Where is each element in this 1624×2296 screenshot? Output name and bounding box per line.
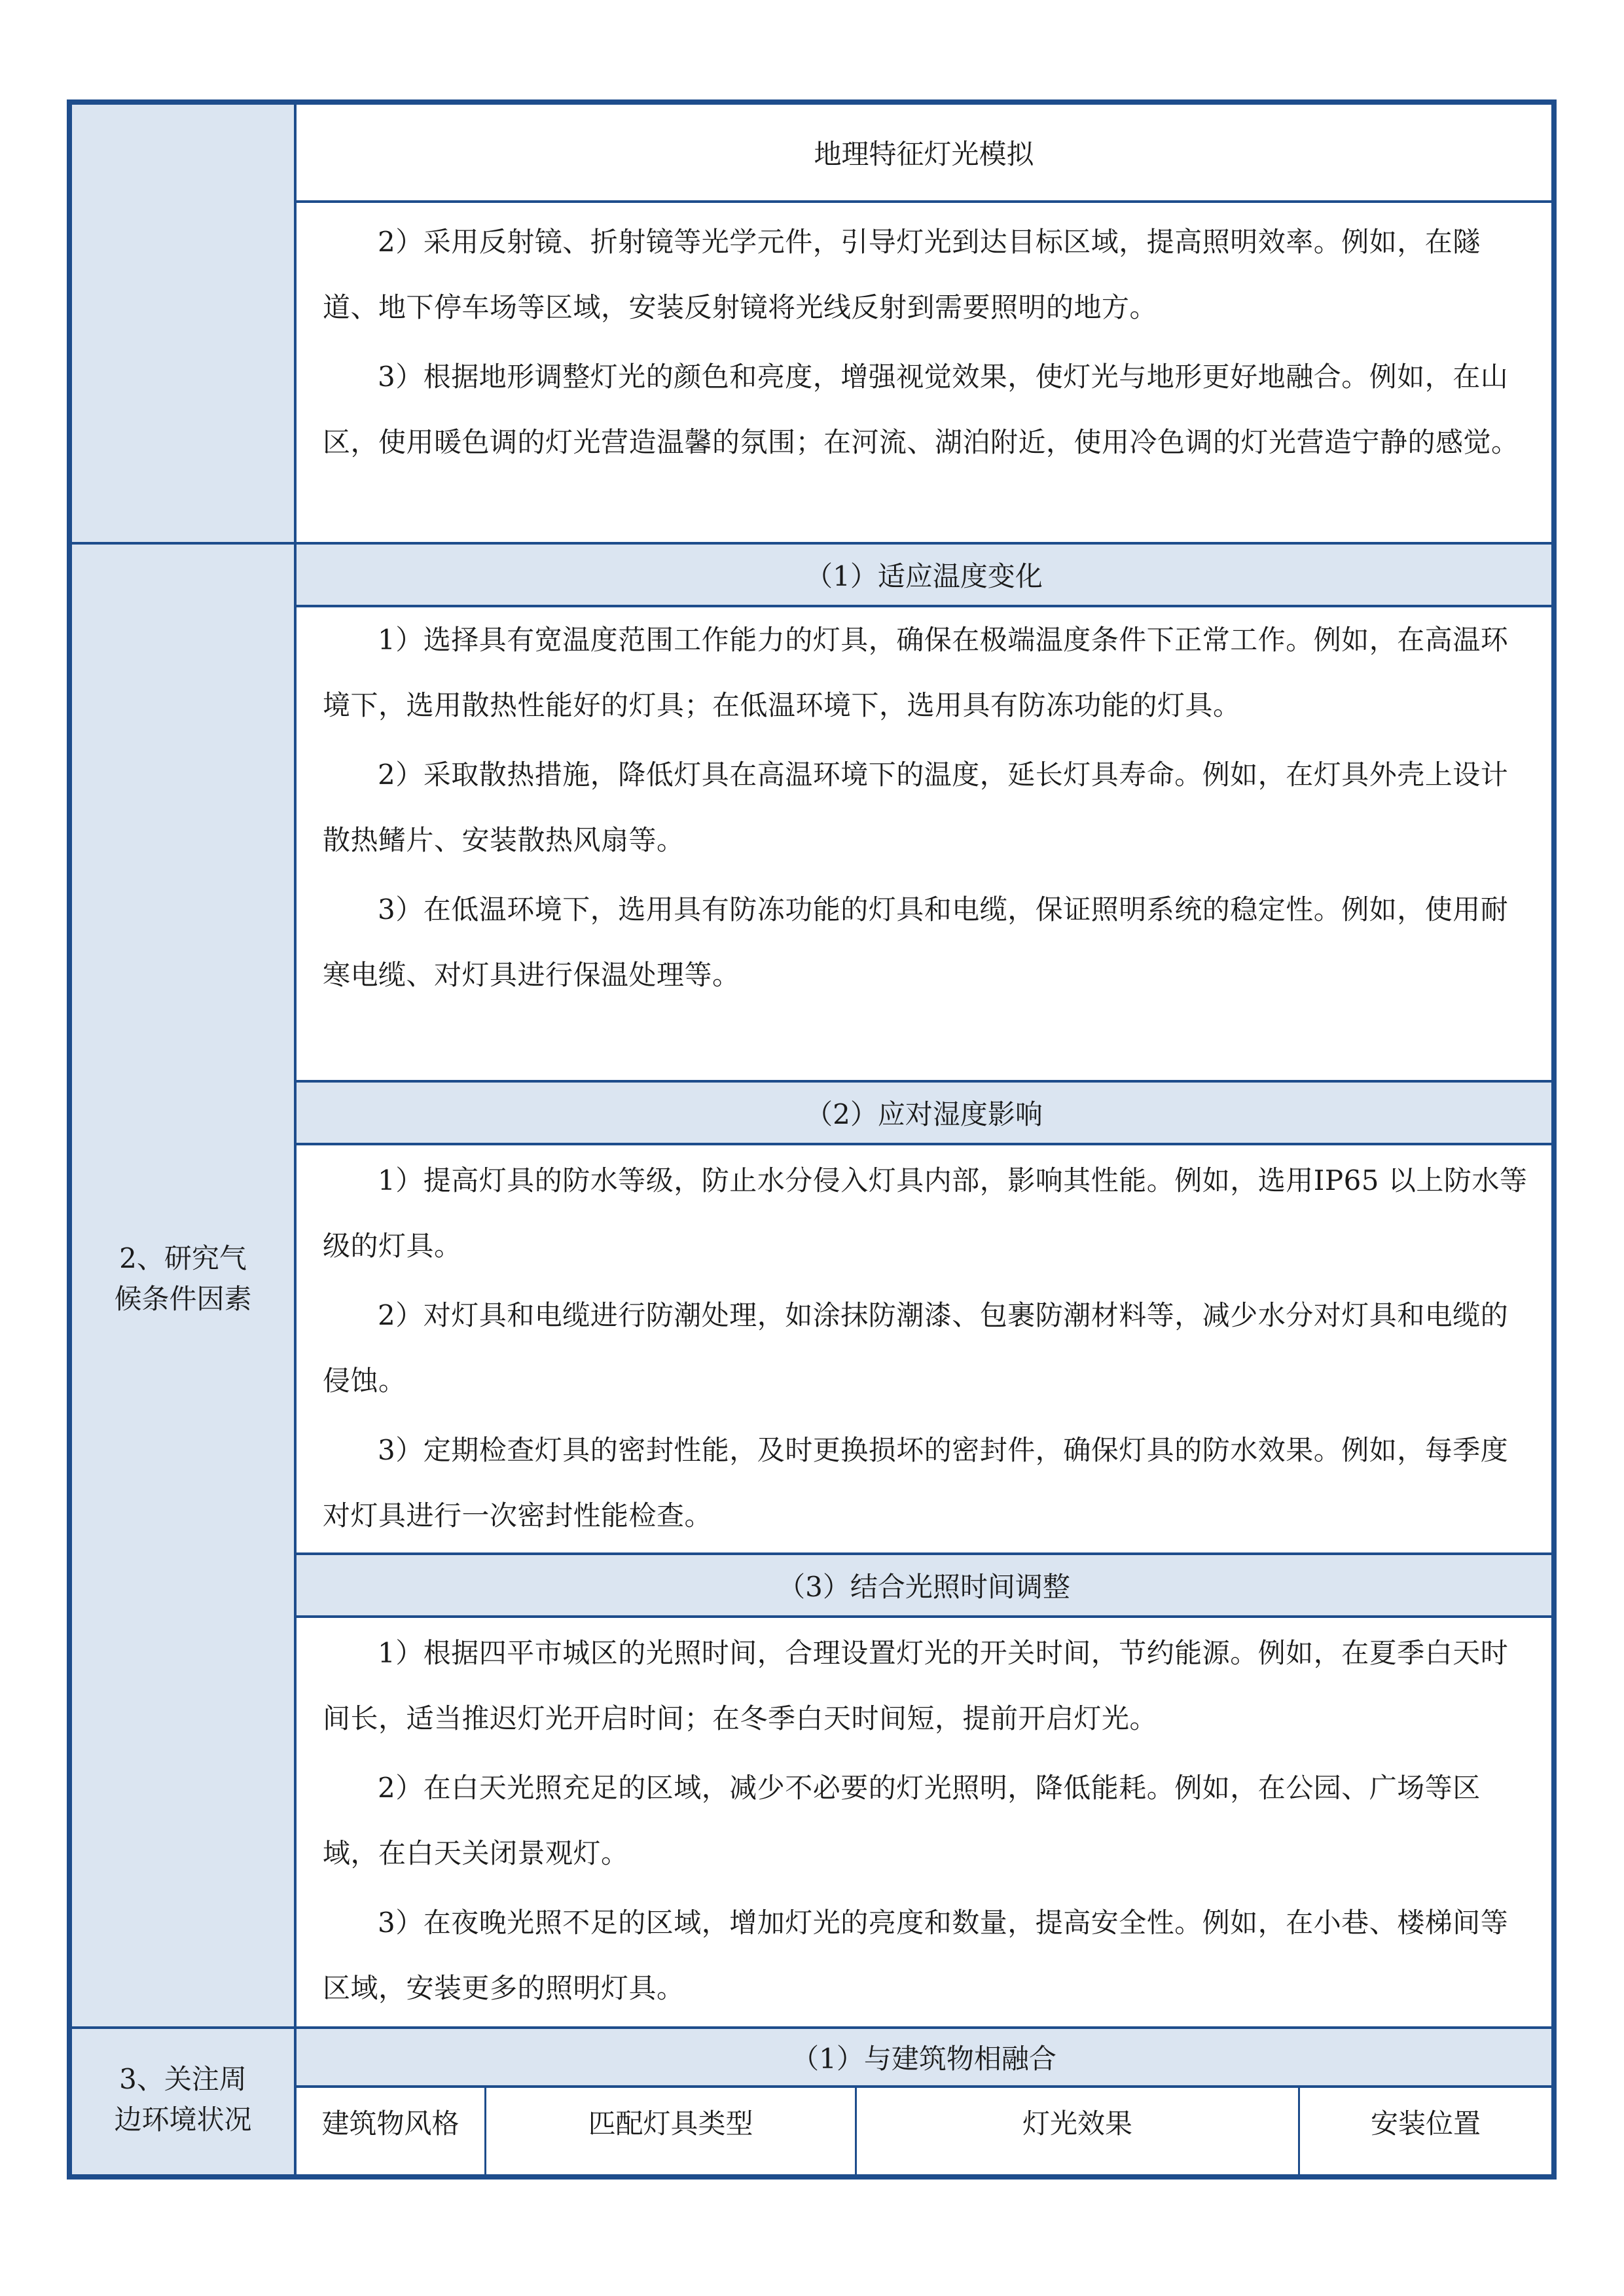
- paragraph: 1）选择具有宽温度范围工作能力的灯具，确保在极端温度条件下正常工作。例如，在高温环境下，选用散热性能好的灯具；在低温环境下，选用具有防冻功能的灯具。: [323, 624, 1509, 721]
- section2-left-cell: [72, 545, 297, 2026]
- table-header-row: [297, 2088, 1551, 2174]
- paragraph: 2）对灯具和电缆进行防潮处理，如涂抹防潮漆、包裹防潮材料等，减少水分对灯具和电缆的侵蚀。: [323, 1299, 1509, 1397]
- sub1-header: （1）适应温度变化: [297, 545, 1551, 605]
- paragraph: 1）根据四平市城区的光照时间，合理设置灯光的开关时间，节约能源。例如，在夏季白天时间长，适当推迟灯光开启时间；在冬季白天时间短，提前开启灯光。: [323, 1637, 1509, 1734]
- sub3-header: （3）结合光照时间调整: [297, 1555, 1551, 1615]
- paragraph: 3）根据地形调整灯光的颜色和亮度，增强视觉效果，使灯光与地形更好地融合。例如，在山区，使用暖色调的灯光营造温馨的氛围；在河流、湖泊附近，使用冷色调的灯光营造宁静的感觉。: [323, 361, 1519, 458]
- section1-header: 地理特征灯光模拟: [814, 138, 1034, 170]
- section3-label-line2: 边环境状况: [114, 2104, 252, 2136]
- section3-label-line1: 3、关注周: [119, 2063, 247, 2095]
- sub3-paragraphs: [297, 1621, 1551, 2021]
- section1-left-cell: [72, 105, 297, 542]
- section1-paragraphs: [297, 209, 1551, 475]
- paragraph: 2）采用反射镜、折射镜等光学元件，引导灯光到达目标区域，提高照明效率。例如，在隧道、地下停车场等区域，安装反射镜将光线反射到需要照明的地方。: [323, 226, 1481, 323]
- sub1-paragraphs: [297, 607, 1551, 1008]
- paragraph: 3）在夜晚光照不足的区域，增加灯光的亮度和数量，提高安全性。例如，在小巷、楼梯间等区域，安装更多的照明灯具。: [323, 1907, 1509, 2004]
- section2-content: [297, 545, 1551, 2026]
- column-header: 匹配灯具类型: [588, 2108, 753, 2140]
- section1-content: [297, 105, 1551, 542]
- section2-label-line1: 2、研究气: [119, 1242, 247, 1274]
- column-header: 灯光效果: [1022, 2108, 1132, 2140]
- section3-content: [297, 2029, 1551, 2174]
- document-table: [67, 99, 1557, 2179]
- section2-label-line2: 候条件因素: [114, 1283, 252, 1315]
- column-header: 安装位置: [1370, 2108, 1481, 2140]
- column-header: 建筑物风格: [321, 2108, 460, 2140]
- paragraph: 3）定期检查灯具的密封性能，及时更换损坏的密封件，确保灯具的防水效果。例如，每季度对灯具进行一次密封性能检查。: [323, 1434, 1509, 1532]
- paragraph: 3）在低温环境下，选用具有防冻功能的灯具和电缆，保证照明系统的稳定性。例如，使用耐寒电缆、对灯具进行保温处理等。: [323, 893, 1509, 991]
- sub2-paragraphs: [297, 1148, 1551, 1549]
- paragraph: 2）在白天光照充足的区域，减少不必要的灯光照明，降低能耗。例如，在公园、广场等区域，在白天关闭景观灯。: [323, 1772, 1481, 1869]
- paragraph: 2）采取散热措施，降低灯具在高温环境下的温度，延长灯具寿命。例如，在灯具外壳上设计散热鳍片、安装散热风扇等。: [323, 759, 1509, 856]
- section3-header: （1）与建筑物相融合: [297, 2029, 1551, 2085]
- sub2-header: （2）应对湿度影响: [297, 1083, 1551, 1143]
- paragraph: 1）提高灯具的防水等级，防止水分侵入灯具内部，影响其性能。例如，选用IP65 以上防水等级的灯具。: [323, 1164, 1528, 1262]
- section3-left-cell: [72, 2029, 297, 2174]
